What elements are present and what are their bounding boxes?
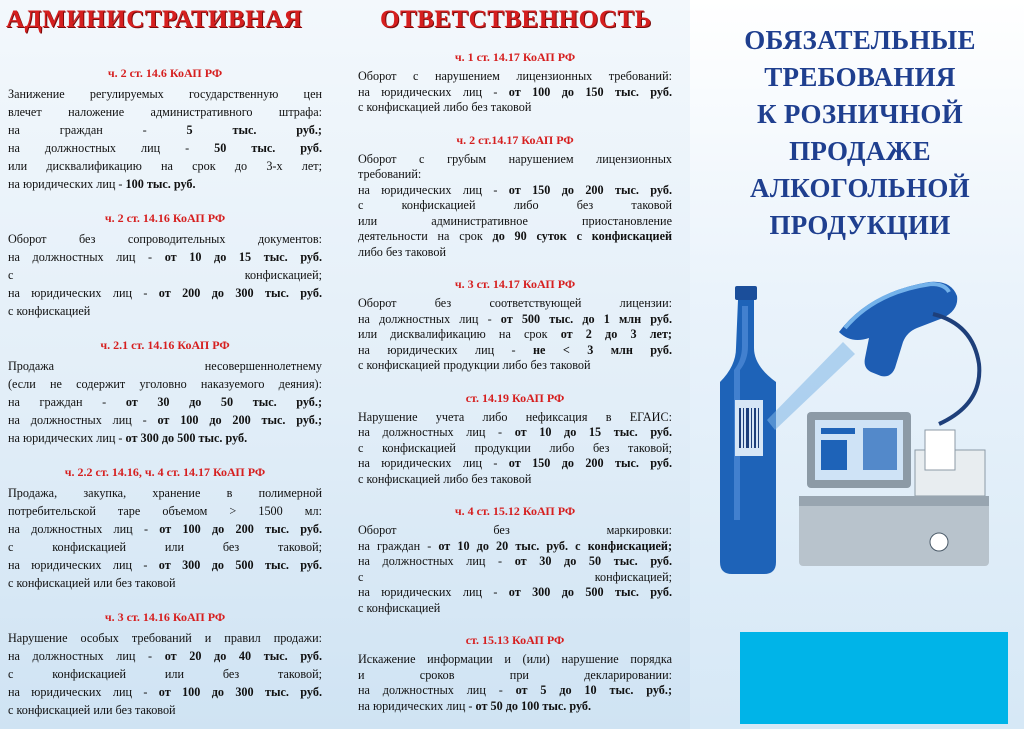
fine-text: потребительской таре объемом > 1500 мл:	[8, 504, 322, 518]
fine-amount: 5 тыс. руб.;	[186, 123, 322, 137]
fine-line	[358, 539, 672, 555]
fine-text: Оборот без соответствующей лицензии:	[358, 296, 672, 310]
title-line: ПРОДУКЦИИ	[769, 210, 951, 240]
fine-line	[358, 456, 672, 472]
fine-line	[8, 538, 322, 556]
fine-line	[358, 523, 672, 539]
fine-text: на должностных лиц -	[8, 250, 165, 264]
barcode-scanner-icon	[839, 282, 979, 424]
fine-text: с конфискацией либо без таковой	[358, 471, 532, 486]
fine-amount: от 200 до 300 тыс. руб.	[158, 286, 322, 300]
fine-section	[8, 610, 322, 719]
fine-text: и сроков при декларировании:	[358, 667, 672, 682]
title-line: ОБЯЗАТЕЛЬНЫЕ	[744, 25, 976, 55]
fine-amount: от 150 до 200 тыс. руб.	[508, 456, 672, 470]
fine-section	[358, 50, 672, 116]
fine-text: на должностных лиц -	[8, 522, 160, 536]
fine-text: на юридических лиц -	[358, 182, 509, 197]
alcohol-scanner-illustration	[715, 280, 1015, 580]
fine-line	[8, 302, 322, 320]
fine-line	[8, 284, 322, 302]
article-title: ч. 2 ст. 14.6 КоАП РФ	[107, 66, 223, 80]
article-title: ч. 3 ст. 14.16 КоАП РФ	[104, 610, 226, 624]
article-title: ч. 2 ст.14.17 КоАП РФ	[456, 132, 574, 147]
fine-text: с конфискацией или без таковой;	[8, 540, 322, 554]
fine-text: на граждан -	[358, 538, 439, 553]
fine-amount: от 50 до 100 тыс. руб.	[475, 698, 592, 713]
fine-text: с конфискацией;	[8, 268, 322, 282]
fine-line	[358, 441, 672, 457]
fine-text: на юридических лиц -	[358, 84, 509, 99]
fine-line	[358, 683, 672, 699]
title-line: ТРЕБОВАНИЯ	[764, 62, 956, 92]
fine-line	[8, 266, 322, 284]
fine-line	[358, 472, 672, 488]
fine-section	[358, 504, 672, 616]
fine-text: на юридических лиц -	[358, 342, 534, 357]
fine-text: на должностных лиц -	[8, 649, 165, 663]
fine-amount: от 5 до 10 тыс. руб.;	[515, 683, 672, 697]
fine-text: Оборот без сопроводительных документов:	[8, 232, 322, 246]
fine-line	[358, 585, 672, 601]
fine-line	[358, 198, 672, 214]
fine-line	[8, 411, 322, 429]
fine-amount: от 150 до 200 тыс. руб.	[508, 182, 672, 197]
article-title: ч. 2.2 ст. 14.16, ч. 4 ст. 14.17 КоАП РФ	[64, 465, 266, 479]
fine-line	[8, 647, 322, 665]
fine-amount: от 300 до 500 тыс. руб.	[508, 585, 672, 599]
fine-line	[358, 100, 672, 116]
fine-line	[8, 393, 322, 411]
fine-text: на юридических лиц -	[8, 286, 159, 300]
fine-text: на должностных лиц -	[8, 141, 215, 155]
left-sections	[8, 66, 322, 729]
fine-text: влечет наложение административного штрафа:	[8, 105, 322, 119]
fine-text: или дисквалификацию на срок	[358, 327, 561, 341]
fine-text: с конфискацией продукции либо без таковой	[358, 358, 591, 372]
fine-amount: от 300 до 500 тыс. руб.	[158, 558, 322, 572]
fine-amount: от 100 до 150 тыс. руб.	[508, 84, 672, 99]
fine-section	[8, 66, 322, 193]
title-line: К РОЗНИЧНОЙ	[756, 99, 964, 129]
fine-text: на юридических лиц -	[358, 585, 509, 599]
fine-line	[358, 554, 672, 570]
fine-text: Нарушение особых требований и правил продажи:	[8, 631, 322, 645]
fine-line	[8, 701, 322, 719]
fine-text: с конфискацией либо без таковой	[358, 198, 672, 212]
fine-text: Занижение регулируемых государственную цен	[8, 87, 322, 101]
article-title: ч. 2.1 ст. 14.16 КоАП РФ	[100, 338, 230, 352]
article-title: ч. 4 ст. 15.12 КоАП РФ	[454, 504, 576, 518]
fine-line	[8, 157, 322, 175]
fine-amount: не < 3 млн руб.	[533, 342, 672, 357]
fine-amount: от 2 до 3 лет;	[560, 327, 672, 341]
fine-line	[8, 139, 322, 157]
fine-text: на должностных лиц -	[8, 413, 158, 427]
fine-text: Искажение информации и (или) нарушение порядка	[358, 652, 672, 666]
fine-text: Оборот без маркировки:	[358, 523, 672, 537]
fine-line	[358, 699, 672, 715]
fine-line	[358, 652, 672, 668]
fine-line	[358, 85, 672, 101]
article-title: ч. 3 ст. 14.17 КоАП РФ	[454, 277, 576, 291]
fine-text: с конфискацией или без таковой	[8, 576, 176, 590]
accent-box	[740, 632, 1008, 724]
fine-line	[358, 296, 672, 312]
fine-text: на юридических лиц -	[8, 558, 159, 572]
fine-text: деятельности на срок	[358, 229, 493, 243]
cash-terminal-icon	[799, 412, 989, 566]
fine-amount: от 100 до 300 тыс. руб.	[158, 685, 322, 699]
fine-text: требований:	[358, 167, 422, 181]
fine-line	[358, 229, 672, 245]
fine-amount: от 10 до 15 тыс. руб.	[514, 425, 672, 439]
fine-text: на должностных лиц -	[358, 425, 515, 439]
fine-line	[358, 668, 672, 684]
fine-line	[358, 343, 672, 359]
fine-text: Оборот с нарушением лицензионных требований:	[358, 69, 672, 83]
fine-text: Оборот с грубым нарушением лицензионных	[358, 151, 672, 166]
fine-line	[8, 248, 322, 266]
fine-line	[358, 312, 672, 328]
title-line: ПРОДАЖЕ	[789, 136, 931, 166]
fine-line	[8, 103, 322, 121]
right-sections	[358, 50, 672, 729]
fine-line	[8, 683, 322, 701]
fine-line	[358, 601, 672, 617]
fine-line	[358, 410, 672, 426]
fine-text: на юридических лиц -	[8, 685, 159, 699]
fine-section	[8, 211, 322, 320]
fine-text: на должностных лиц -	[358, 683, 516, 697]
article-title: ч. 1 ст. 14.17 КоАП РФ	[454, 50, 576, 64]
fine-line	[8, 484, 322, 502]
fine-text: с конфискацией или без таковой	[8, 703, 176, 717]
fine-text: или дисквалификацию на срок до 3-х лет;	[8, 159, 322, 173]
fine-amount: от 30 до 50 тыс. руб.;	[125, 395, 322, 409]
fine-amount: от 100 до 200 тыс. руб.	[159, 522, 322, 536]
fine-text: Нарушение учета либо нефиксация в ЕГАИС:	[358, 409, 672, 424]
heading-responsibility: ОТВЕТСТВЕННОСТЬ	[380, 6, 652, 33]
fine-amount: 50 тыс. руб.	[214, 141, 322, 155]
fine-text: (если не содержит уголовно наказуемого деяния):	[8, 377, 322, 391]
article-title: ст. 15.13 КоАП РФ	[465, 633, 565, 647]
fine-text: Продажа несовершеннолетнему	[8, 359, 322, 373]
article-title: ст. 14.19 КоАП РФ	[465, 390, 565, 405]
fine-line	[358, 425, 672, 441]
bottle-icon	[720, 286, 776, 574]
fine-text: на юридических лиц -	[8, 431, 126, 445]
fine-section	[8, 465, 322, 592]
fine-amount: от 100 до 200 тыс. руб.;	[157, 413, 322, 427]
fine-text: либо без таковой	[358, 244, 446, 259]
heading-administrative: АДМИНИСТРАТИВНАЯ	[6, 6, 303, 33]
fine-line	[8, 629, 322, 647]
fine-amount: от 20 до 40 тыс. руб.	[164, 649, 322, 663]
article-title: ч. 2 ст. 14.16 КоАП РФ	[104, 211, 226, 225]
title-line: АЛКОГОЛЬНОЙ	[750, 173, 970, 203]
fine-text: с конфискацией	[8, 304, 91, 318]
fine-amount: до 90 суток с конфискацией	[492, 229, 672, 243]
fine-line	[8, 357, 322, 375]
fine-text: с конфискацией продукции либо без таковой;	[358, 440, 672, 455]
fine-text: на юридических лиц -	[8, 177, 126, 191]
fine-line	[358, 358, 672, 374]
fine-text: на юридических лиц -	[358, 698, 476, 713]
fine-section	[358, 277, 672, 374]
fine-section	[358, 633, 672, 714]
fine-text: на юридических лиц -	[358, 456, 509, 470]
fine-amount: от 10 до 20 тыс. руб. с конфискацией;	[438, 538, 672, 553]
fine-line	[8, 429, 322, 447]
fine-line	[8, 85, 322, 103]
fine-text: Продажа, закупка, хранение в полимерной	[8, 486, 322, 500]
fine-line	[8, 121, 322, 139]
fine-text: с конфискацией либо без таковой	[358, 100, 532, 114]
fine-line	[8, 556, 322, 574]
fine-text: или административное приостановление	[358, 213, 672, 228]
fine-text: с конфискацией или без таковой;	[8, 667, 322, 681]
fine-amount: от 10 до 15 тыс. руб.	[164, 250, 322, 264]
fine-section	[358, 133, 672, 261]
brochure-title	[720, 22, 1000, 244]
fine-text: на должностных лиц -	[358, 554, 515, 568]
fine-amount: от 500 тыс. до 1 млн руб.	[500, 311, 672, 326]
fine-amount: 100 тыс. руб.	[125, 177, 196, 191]
fine-line	[358, 570, 672, 586]
fine-line	[358, 167, 672, 183]
fine-line	[8, 665, 322, 683]
fine-line	[8, 230, 322, 248]
fine-line	[8, 375, 322, 393]
fine-line	[358, 152, 672, 168]
fine-line	[8, 175, 322, 193]
fine-line	[358, 69, 672, 85]
fine-line	[358, 214, 672, 230]
fine-line	[358, 245, 672, 261]
fine-text: на граждан -	[8, 123, 187, 137]
fine-line	[8, 502, 322, 520]
fine-text: на должностных лиц -	[358, 311, 501, 326]
fine-text: с конфискацией	[358, 600, 441, 615]
fine-line	[358, 183, 672, 199]
fine-section	[8, 338, 322, 447]
fine-line	[358, 327, 672, 343]
fine-amount: от 30 до 50 тыс. руб.	[514, 554, 672, 568]
fine-section	[358, 391, 672, 488]
fine-amount: от 300 до 500 тыс. руб.	[125, 431, 248, 445]
fine-line	[8, 574, 322, 592]
fine-text: с конфискацией;	[358, 569, 672, 584]
fine-text: на граждан -	[8, 395, 126, 409]
fine-line	[8, 520, 322, 538]
